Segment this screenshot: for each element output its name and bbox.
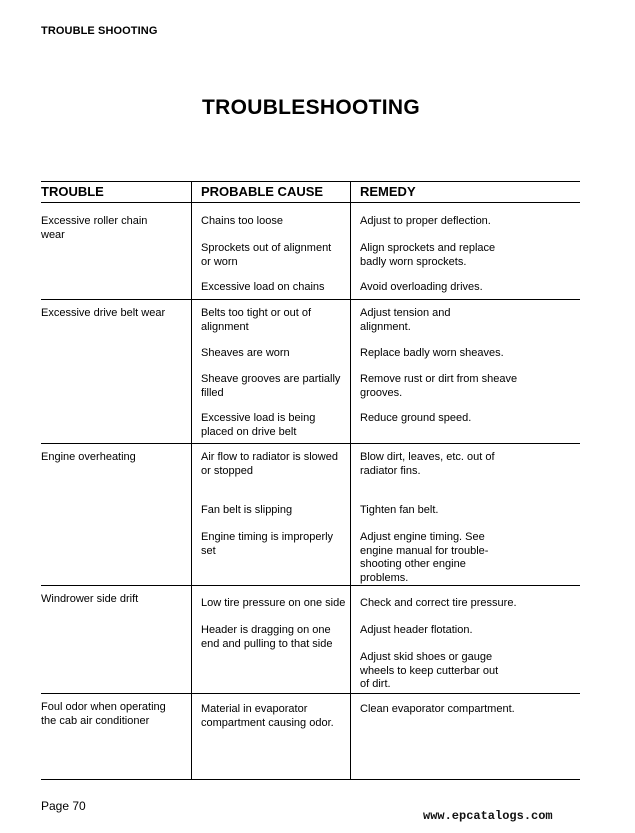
cause-cell: Engine timing is improperly <box>201 531 334 543</box>
column-divider-1 <box>191 181 192 780</box>
trouble-cell: wear <box>41 228 65 241</box>
cause-cell: Sheave grooves are partially <box>201 373 341 385</box>
remedy-cell: Reduce ground speed. <box>360 412 472 424</box>
column-header-trouble: TROUBLE <box>41 184 104 199</box>
remedy-cell: of dirt. <box>360 678 391 690</box>
cause-cell: set <box>201 544 216 557</box>
cause-cell: Excessive load on chains <box>201 281 325 293</box>
page-number: Page 70 <box>41 799 86 813</box>
remedy-cell: wheels to keep cutterbar out <box>360 664 499 677</box>
remedy-cell: Adjust engine timing. See <box>360 531 485 543</box>
header-bottom-rule <box>41 202 580 203</box>
row-separator <box>41 585 580 586</box>
column-header-cause: PROBABLE CAUSE <box>201 184 324 199</box>
column-divider-2 <box>350 181 351 780</box>
cause-cell: filled <box>201 386 224 399</box>
remedy-cell: engine manual for trouble- <box>360 544 489 557</box>
remedy-cell: Blow dirt, leaves, etc. out of <box>360 451 495 463</box>
cause-cell: alignment <box>201 320 249 333</box>
remedy-cell: Remove rust or dirt from sheave <box>360 373 518 385</box>
cause-cell: or stopped <box>201 464 253 477</box>
cause-cell: Chains too loose <box>201 215 283 227</box>
remedy-cell: shooting other engine <box>360 558 466 570</box>
trouble-cell: Excessive drive belt wear <box>41 307 166 319</box>
remedy-cell: badly worn sprockets. <box>360 255 467 268</box>
table-bottom-rule <box>41 779 580 780</box>
row-separator <box>41 693 580 694</box>
remedy-cell: Clean evaporator compartment. <box>360 703 515 715</box>
remedy-cell: Adjust to proper deflection. <box>360 215 491 227</box>
remedy-cell: problems. <box>360 571 409 584</box>
watermark-text: www.epcatalogs.com <box>423 809 553 823</box>
remedy-cell: alignment. <box>360 320 411 333</box>
cause-cell: Low tire pressure on one side <box>201 597 346 609</box>
cause-cell: Sprockets out of alignment <box>201 242 332 254</box>
trouble-cell: the cab air conditioner <box>41 714 150 727</box>
remedy-cell: Adjust header flotation. <box>360 624 473 636</box>
remedy-cell: Adjust skid shoes or gauge <box>360 651 493 663</box>
table-top-rule <box>41 181 580 182</box>
cause-cell: Belts too tight or out of <box>201 307 312 319</box>
trouble-cell: Engine overheating <box>41 451 136 463</box>
trouble-cell: Excessive roller chain <box>41 215 148 227</box>
remedy-cell: Tighten fan belt. <box>360 504 439 516</box>
page-title: TROUBLESHOOTING <box>202 96 420 119</box>
row-separator <box>41 299 580 300</box>
cause-cell: compartment causing odor. <box>201 716 334 729</box>
row-separator <box>41 443 580 444</box>
remedy-cell: Replace badly worn sheaves. <box>360 347 504 359</box>
cause-cell: Fan belt is slipping <box>201 504 293 516</box>
column-header-remedy: REMEDY <box>360 184 416 199</box>
remedy-cell: Check and correct tire pressure. <box>360 597 517 609</box>
trouble-cell: Windrower side drift <box>41 593 139 605</box>
cause-cell: Material in evaporator <box>201 703 308 715</box>
cause-cell: end and pulling to that side <box>201 637 333 650</box>
cause-cell: Sheaves are worn <box>201 347 290 359</box>
cause-cell: or worn <box>201 255 238 268</box>
troubleshooting-table <box>41 181 580 780</box>
remedy-cell: grooves. <box>360 386 403 399</box>
cause-cell: placed on drive belt <box>201 425 297 438</box>
trouble-cell: Foul odor when operating <box>41 701 166 713</box>
cause-cell: Excessive load is being <box>201 412 316 424</box>
remedy-cell: radiator fins. <box>360 464 421 477</box>
remedy-cell: Adjust tension and <box>360 307 451 319</box>
remedy-cell: Avoid overloading drives. <box>360 281 483 293</box>
cause-cell: Air flow to radiator is slowed <box>201 451 338 463</box>
section-header: TROUBLE SHOOTING <box>41 25 158 37</box>
cause-cell: Header is dragging on one <box>201 624 331 636</box>
remedy-cell: Align sprockets and replace <box>360 242 496 254</box>
